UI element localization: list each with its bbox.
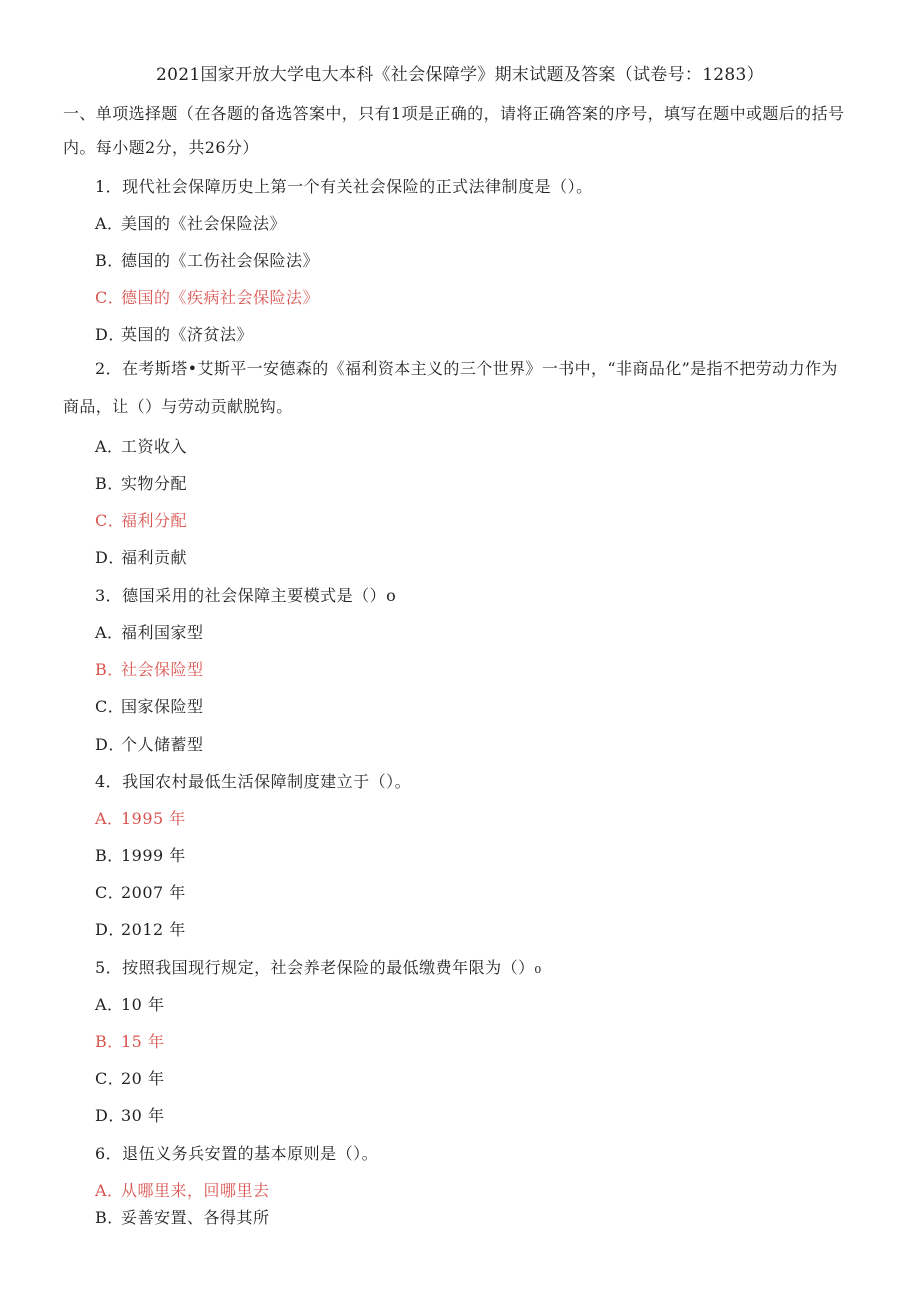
question-3-option-b-correct [95,657,204,680]
option-text: 2012 年 [121,920,186,939]
question-2-option-c-correct [95,508,187,531]
option-text: 1995 年 [121,809,186,828]
option-label: D． [95,325,125,344]
question-6-option-b [95,1205,270,1228]
option-label: C． [95,883,125,902]
question-1-option-c-correct [95,285,319,308]
option-label: B． [95,660,124,679]
option-label: A． [95,809,124,828]
option-label: C． [95,288,125,307]
question-2-option-a [95,434,187,457]
option-text: 个人储蓄型 [121,735,204,754]
question-4-option-b [95,843,186,866]
option-label: D． [95,548,125,567]
option-text: 德国的《疾病社会保险法》 [121,288,320,307]
option-text: 30 年 [121,1106,165,1125]
option-label: B． [95,1032,124,1051]
option-text: 妥善安置、各得其所 [121,1208,270,1227]
question-5-option-a [95,992,164,1015]
option-text: 福利国家型 [121,623,204,642]
option-label: D． [95,1106,125,1125]
question-5-option-b-correct [95,1029,164,1052]
option-text: 从哪里来，回哪里去 [121,1181,270,1200]
question-5-stem: 5．按照我国现行规定，社会养老保险的最低缴费年限为（）₀ [95,958,542,977]
page-title: 2021国家开放大学电大本科《社会保障学》期末试题及答案（试卷号：1283） [156,65,764,85]
question-6-stem: 6．退伍义务兵安置的基本原则是（）。 [95,1144,379,1163]
option-label: B． [95,846,124,865]
question-5-option-c [95,1066,164,1089]
question-1-option-d [95,322,253,345]
section-heading: 一、单项选择题（在各题的备选答案中，只有1项是正确的，请将正确答案的序号，填写在题中或题后的括号内。每小题2分，共26分） [63,104,845,157]
option-label: D． [95,920,125,939]
question-4-stem: 4．我国农村最低生活保障制度建立于（）。 [95,772,412,791]
question-3-option-c [95,694,204,717]
option-text: 福利分配 [121,511,188,530]
question-1-stem: 1．现代社会保障历史上第一个有关社会保险的正式法律制度是（）。 [95,177,593,196]
option-text: 工资收入 [121,437,188,456]
option-text: 福利贡献 [121,548,188,567]
question-2-option-d [95,545,187,568]
option-label: A． [95,214,124,233]
option-text: 2007 年 [121,883,186,902]
option-text: 英国的《济贫法》 [121,325,254,344]
option-label: D． [95,735,125,754]
question-4-option-a-correct [95,806,186,829]
option-text: 社会保险型 [121,660,204,679]
question-5-option-d [95,1103,164,1126]
question-2-option-b [95,471,187,494]
option-text: 德国的《工伤社会保险法》 [121,251,320,270]
option-label: B． [95,251,124,270]
option-text: 美国的《社会保险法》 [121,214,287,233]
question-4-option-d [95,917,186,940]
option-text: 10 年 [121,995,165,1014]
question-6-option-a-correct [95,1178,270,1201]
option-label: C． [95,511,125,530]
option-label: B． [95,474,124,493]
question-4-option-c [95,880,186,903]
option-label: C． [95,697,125,716]
question-3-option-d [95,732,204,755]
option-text: 国家保险型 [121,697,204,716]
question-2-stem: 2．在考斯塔•艾斯平一安德森的《福利资本主义的三个世界》一书中，“非商品化”是指不把劳动力作为商品，让（）与劳动贡献脱钩。 [63,359,838,416]
option-label: A． [95,623,124,642]
question-1-option-a [95,211,286,234]
question-3-option-a [95,620,204,643]
option-label: C． [95,1069,125,1088]
question-1-option-b [95,248,319,271]
question-3-stem: 3．德国采用的社会保障主要模式是（）o [95,586,397,605]
option-label: B． [95,1208,124,1227]
option-label: A． [95,995,124,1014]
option-label: A． [95,1181,124,1200]
option-text: 1999 年 [121,846,186,865]
option-text: 15 年 [121,1032,165,1051]
option-label: A． [95,437,124,456]
option-text: 实物分配 [121,474,188,493]
option-text: 20 年 [121,1069,165,1088]
